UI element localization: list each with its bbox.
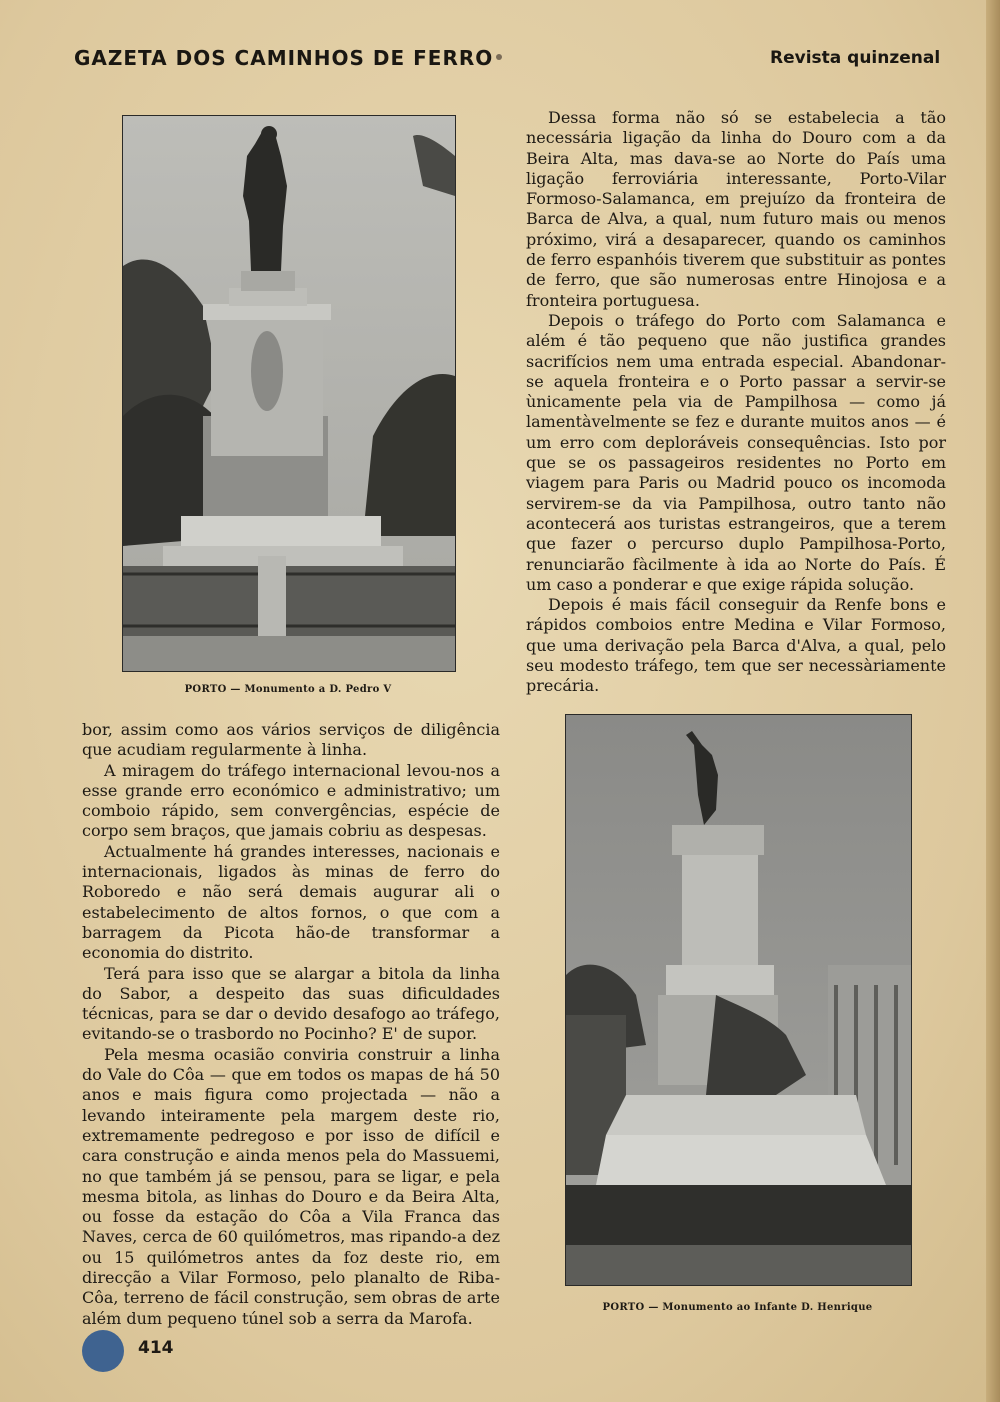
magazine-title: GAZETA DOS CAMINHOS DE FERRO bbox=[74, 46, 494, 70]
paragraph: Dessa forma não só se estabelecia a tão necessária ligação da linha do Douro com a da Beira Alta, mas dava-se ao Norte do País uma ligação ferroviária interessante, Porto-Vilar Formoso-Salamanca, em prejuízo da fronteira de Barca de Alva, a qual, num futuro mais ou menos próximo, virá a desaparecer, quando os caminhos de ferro espanhóis tiverem que substituir as pontes de ferro, que são numerosas entre Hinojosa e a fronteira portuguesa. bbox=[526, 108, 946, 310]
article-column-left bbox=[82, 720, 500, 1329]
paragraph: Depois o tráfego do Porto com Salamanca e além é tão pequeno que não justifica grandes sacrifícios nem uma entrada especial. Abandonar-se aquela fronteira e o Porto passar a servir-se ùnicamente pela via de Pampilhosa — como já lamentàvelmente se fez e durante muitos anos — é um erro com deploráveis consequências. Isto por que se os passageiros residentes no Porto em viagem para Paris ou Madrid pouco os incomoda servirem-se da via Pampilhosa, outro tanto não acontecerá aos turistas estrangeiros, que a terem que fazer o percurso duplo Pampilhosa-Porto, renunciarão fàcilmente à ida ao Norte do País. É um caso a ponderar e que exige rápida solução. bbox=[526, 310, 946, 594]
photo-monument-pedro-v bbox=[122, 115, 456, 672]
article-column-right bbox=[526, 108, 946, 697]
header-separator-dot bbox=[496, 54, 502, 60]
paragraph-continued: bor, assim como aos vários serviços de diligência que acudiam regularmente à linha. bbox=[82, 720, 500, 760]
magazine-subtitle: Revista quinzenal bbox=[770, 48, 941, 68]
paragraph: A miragem do tráfego internacional levou-nos a esse grande erro económico e administrativo; um comboio rápido, sem convergências, espécie de corpo sem braços, que jamais cobriu as despesas. bbox=[82, 760, 500, 841]
photo-monument-infante-henrique bbox=[565, 714, 912, 1286]
paragraph: Terá para isso que se alargar a bitola da linha do Sabor, a despeito das suas dificuldades técnicas, para se dar o devido desafogo ao tráfego, evitando-se o trasbordo no Pocinho? E' de supor. bbox=[82, 963, 500, 1044]
page-edge-shadow bbox=[986, 0, 1000, 1402]
paragraph: Depois é mais fácil conseguir da Renfe bons e rápidos comboios entre Medina e Vilar Formoso, que uma derivação pela Barca d'Alva, a qual, pelo seu modesto tráfego, tem que ser necessàriamente precária. bbox=[526, 595, 946, 696]
page-number: 414 bbox=[138, 1338, 174, 1358]
photo-caption-infante-henrique: PORTO — Monumento ao Infante D. Henrique bbox=[602, 1302, 873, 1313]
page-number-badge bbox=[82, 1330, 124, 1372]
paragraph: Pela mesma ocasião conviria construir a linha do Vale do Côa — que em todos os mapas de há 50 anos e mais figura como projectada — não a levando inteiramente pela margem deste rio, extremamente pedregoso e por isso de difícil e cara construção e ainda menos pela do Massuemi, no que também já se pensou, para se ligar, e pela mesma bitola, as linhas do Douro e da Beira Alta, ou fosse da estação do Côa a Vila Franca das Naves, cerca de 60 quilómetros, mas ripando-a dez ou 15 quilómetros antes da foz deste rio, em direcção a Vilar Formoso, pelo planalto de Riba-Côa, terreno de fácil construção, sem obras de arte além dum pequeno túnel sob a serra da Marofa. bbox=[82, 1044, 500, 1328]
paragraph: Actualmente há grandes interesses, nacionais e internacionais, ligados às minas de ferro do Roboredo e não será demais augurar ali o estabelecimento de altos fornos, o que com a barragem da Picota hão-de transformar a economia do distrito. bbox=[82, 841, 500, 963]
photo-caption-pedro-v: PORTO — Monumento a D. Pedro V bbox=[184, 684, 392, 695]
